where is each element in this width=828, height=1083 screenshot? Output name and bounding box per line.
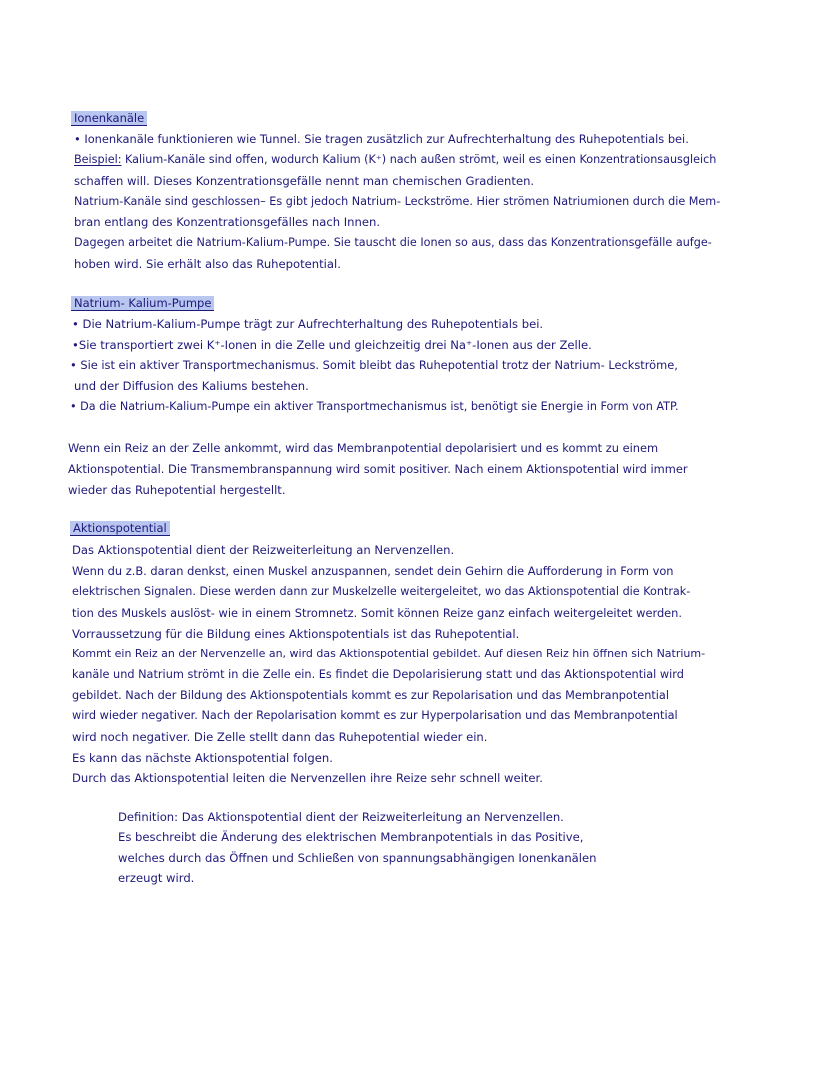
heading-aktionspotential: Aktionspotential — [70, 521, 170, 536]
aktionspotential-line-5: Vorraussetzung für die Bildung eines Aktionspotentials ist das Ruhepotential. — [72, 627, 520, 641]
pumpe-line-5: • Da die Natrium-Kalium-Pumpe ein aktiver Transportmechanismus ist, benötigt sie Energie in Form von ATP. — [70, 400, 679, 413]
aktionspotential-line-7: kanäle und Natrium strömt in die Zelle ein. Es findet die Depolarisierung statt und das Aktionspotential wird — [72, 668, 684, 681]
heading-ionenkanaele: Ionenkanäle — [71, 111, 147, 126]
aktionspotential-line-8: gebildet. Nach der Bildung des Aktionspotentials kommt es zur Repolarisation und das Membranpotential — [72, 689, 669, 702]
ionenkanaele-line-1: • Ionenkanäle funktionieren wie Tunnel. Sie tragen zusätzlich zur Aufrechterhaltung des Ruhepotentials bei. — [74, 132, 689, 146]
definition-line-1: Definition: Das Aktionspotential dient der Reizweiterleitung an Nervenzellen. — [118, 810, 564, 824]
ionenkanaele-line-2 — [74, 150, 716, 170]
definition-line-3: welches durch das Öffnen und Schließen von spannungsabhängigen Ionenkanälen — [118, 850, 597, 865]
beispiel-label: Beispiel: — [74, 153, 122, 166]
definition-line-2: Es beschreibt die Änderung des elektrischen Membranpotentials in das Positive, — [118, 830, 584, 845]
heading-natrium-kalium-pumpe: Natrium- Kalium-Pumpe — [71, 296, 214, 311]
pumpe-line-2: •Sie transportiert zwei K⁺-Ionen in die Zelle und gleichzeitig drei Na⁺-Ionen aus der Zelle. — [72, 338, 592, 352]
ionenkanaele-line-7: hoben wird. Sie erhält also das Ruhepotential. — [74, 257, 341, 271]
ionenkanaele-line-4: Natrium-Kanäle sind geschlossen– Es gibt jedoch Natrium- Leckströme. Hier strömen Natriumionen durch die Mem- — [74, 195, 721, 208]
reiz-line-2: Aktionspotential. Die Transmembranspannung wird somit positiver. Nach einem Aktionspotential wird immer — [68, 462, 688, 476]
aktionspotential-line-11: Es kann das nächste Aktionspotential folgen. — [72, 751, 333, 765]
ionenkanaele-line-5: bran entlang des Konzentrationsgefälles nach Innen. — [74, 215, 381, 229]
aktionspotential-line-2: Wenn du z.B. daran denkst, einen Muskel anzuspannen, sendet dein Gehirn die Aufforderung in Form von — [72, 564, 674, 578]
definition-line-4: erzeugt wird. — [118, 871, 195, 886]
aktionspotential-line-1: Das Aktionspotential dient der Reizweiterleitung an Nervenzellen. — [72, 543, 455, 557]
ionenkanaele-line-6: Dagegen arbeitet die Natrium-Kalium-Pumpe. Sie tauscht die Ionen so aus, dass das Konzentrationsgefälle aufge- — [74, 236, 712, 249]
reiz-line-3: wieder das Ruhepotential hergestellt. — [68, 483, 286, 497]
aktionspotential-line-3: elektrischen Signalen. Diese werden dann zur Muskelzelle weitergeleitet, wo das Aktionspotential die Kontrak- — [72, 585, 691, 598]
aktionspotential-line-9: wird wieder negativer. Nach der Repolarisation kommt es zur Hyperpolarisation und das Membranpotential — [72, 709, 678, 722]
pumpe-line-3: • Sie ist ein aktiver Transportmechanismus. Somit bleibt das Ruhepotential trotz der Natrium- Leckströme, — [70, 358, 678, 372]
reiz-line-1: Wenn ein Reiz an der Zelle ankommt, wird das Membranpotential depolarisiert und es kommt zu einem — [68, 441, 659, 455]
ionenkanaele-line-3: schaffen will. Dieses Konzentrationsgefälle nennt man chemischen Gradienten. — [74, 174, 535, 188]
aktionspotential-line-10: wird noch negativer. Die Zelle stellt dann das Ruhepotential wieder ein. — [72, 730, 488, 744]
definition-block — [118, 807, 638, 889]
pumpe-line-4: und der Diffusion des Kaliums bestehen. — [74, 379, 309, 393]
pumpe-line-1: • Die Natrium-Kalium-Pumpe trägt zur Aufrechterhaltung des Ruhepotentials bei. — [72, 317, 544, 331]
beispiel-text: Kalium-Kanäle sind offen, wodurch Kalium (K⁺) nach außen strömt, weil es einen Konzentrationsausgleich — [121, 153, 717, 166]
aktionspotential-line-12: Durch das Aktionspotential leiten die Nervenzellen ihre Reize sehr schnell weiter. — [72, 771, 543, 785]
aktionspotential-line-6: Kommt ein Reiz an der Nervenzelle an, wird das Aktionspotential gebildet. Auf diesen Reiz hin öffnen sich Natrium- — [72, 647, 706, 660]
aktionspotential-line-4: tion des Muskels auslöst- wie in einem Stromnetz. Somit können Reize ganz einfach weitergeleitet werden. — [72, 606, 683, 620]
